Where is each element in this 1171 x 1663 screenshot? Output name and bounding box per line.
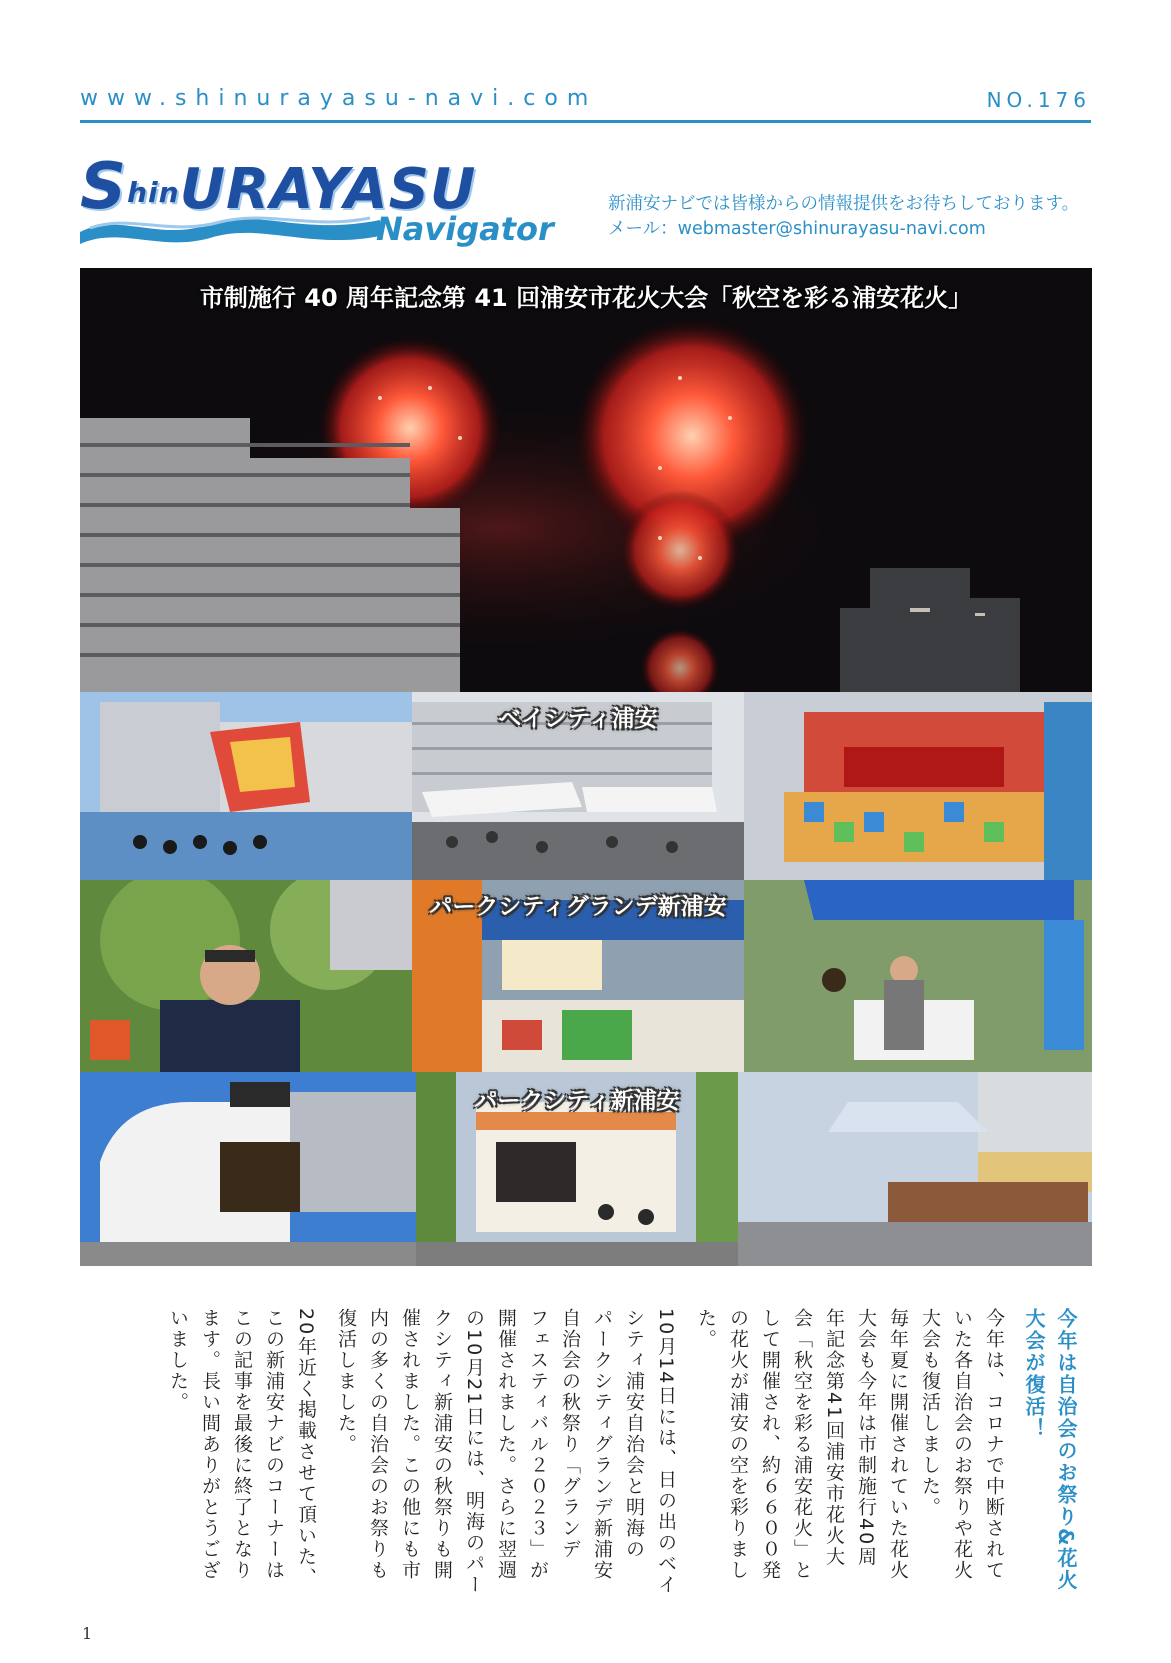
issue-number: NO.176: [986, 88, 1091, 112]
article-line: シティ浦安自治会と明海の: [623, 1308, 645, 1560]
photo-candy-stall: [744, 692, 1092, 880]
logo-subtitle: Navigator: [376, 210, 554, 248]
article-body: [80, 1308, 1092, 1608]
article-line: この記事を最後に終了となり: [231, 1308, 253, 1581]
photo-blue-tent-booth: [744, 880, 1092, 1072]
photo-food-truck-white: [80, 1072, 416, 1266]
fireworks-hero-photo: [80, 268, 1092, 692]
article-line: いました。: [167, 1308, 189, 1413]
article-line: 年記念第41回浦安市花火大: [823, 1308, 845, 1568]
label-baycity-urayasu: ベイシティ浦安: [498, 706, 658, 732]
photo-speaker: [80, 880, 412, 1072]
article-line: 内の多くの自治会のお祭りも: [367, 1308, 389, 1581]
article-line: して開催され、約６６００発: [759, 1308, 781, 1581]
label-parkcity-grande: パークシティグランデ新浦安: [429, 894, 727, 920]
article-line: 会「秋空を彩る浦安花火」と: [791, 1308, 813, 1581]
article-line: 今年は、コロナで中断されて: [983, 1308, 1005, 1581]
logo: [80, 150, 590, 250]
article-line: この新浦安ナビのコーナーは: [263, 1308, 285, 1581]
article-line: 大会も今年は市制施行40周: [855, 1308, 877, 1568]
tagline-email[interactable]: メール：webmaster@shinurayasu-navi.com: [608, 219, 986, 239]
article-line: フェスティバル２０２３」が: [527, 1308, 549, 1581]
fireworks-image: [80, 268, 1092, 692]
article-line: 20年近く掲載させて頂いた、: [295, 1308, 317, 1589]
logo-wordmark: ShinURAYASU: [80, 150, 477, 224]
article-line: 催されました。この他にも市: [399, 1308, 421, 1581]
article-line: 10月14日には、日の出のベイ: [655, 1308, 677, 1596]
article-line: いた各自治会のお祭りや花火: [951, 1308, 973, 1581]
article-heading-2: 大会が復活！: [1022, 1308, 1046, 1440]
article-line: の10月21日には、明海のパー: [463, 1308, 485, 1596]
article-line: クシティ新浦安の秋祭りも開: [431, 1308, 453, 1581]
photo-plaza-tent: [738, 1072, 1092, 1266]
article-line: 大会も復活しました。: [919, 1308, 941, 1518]
photo-yosakoi-dance: [80, 692, 412, 880]
article-line: ます。長い間ありがとうござ: [199, 1308, 221, 1581]
label-parkcity-shinurayasu: パークシティ新浦安: [474, 1088, 680, 1114]
article-line: 毎年夏に開催されていた花火: [887, 1308, 909, 1581]
tagline-message: 新浦安ナビでは皆様からの情報提供をお待ちしております。: [608, 194, 1080, 214]
article-line: の花火が浦安の空を彩りまし: [727, 1308, 749, 1581]
page-number: 1: [82, 1624, 93, 1643]
article-line: パークシティグランデ新浦安: [591, 1308, 613, 1581]
header-rule: [80, 120, 1091, 123]
hero-title: 市制施行 40 周年記念第 41 回浦安市花火大会「秋空を彩る浦安花火」: [199, 284, 973, 312]
article-line: 自治会の秋祭り「グランデ: [559, 1308, 581, 1560]
article-line: た。: [695, 1308, 717, 1350]
contact-tagline: [608, 192, 1079, 242]
article-line: 復活しました。: [335, 1308, 357, 1455]
article-line: 開催されました。さらに翌週: [495, 1308, 517, 1581]
photo-grid: [80, 692, 1092, 1266]
article-heading-1: 今年は自治会のお祭り&花火: [1054, 1308, 1078, 1592]
site-url[interactable]: www.shinurayasu-navi.com: [80, 86, 598, 111]
